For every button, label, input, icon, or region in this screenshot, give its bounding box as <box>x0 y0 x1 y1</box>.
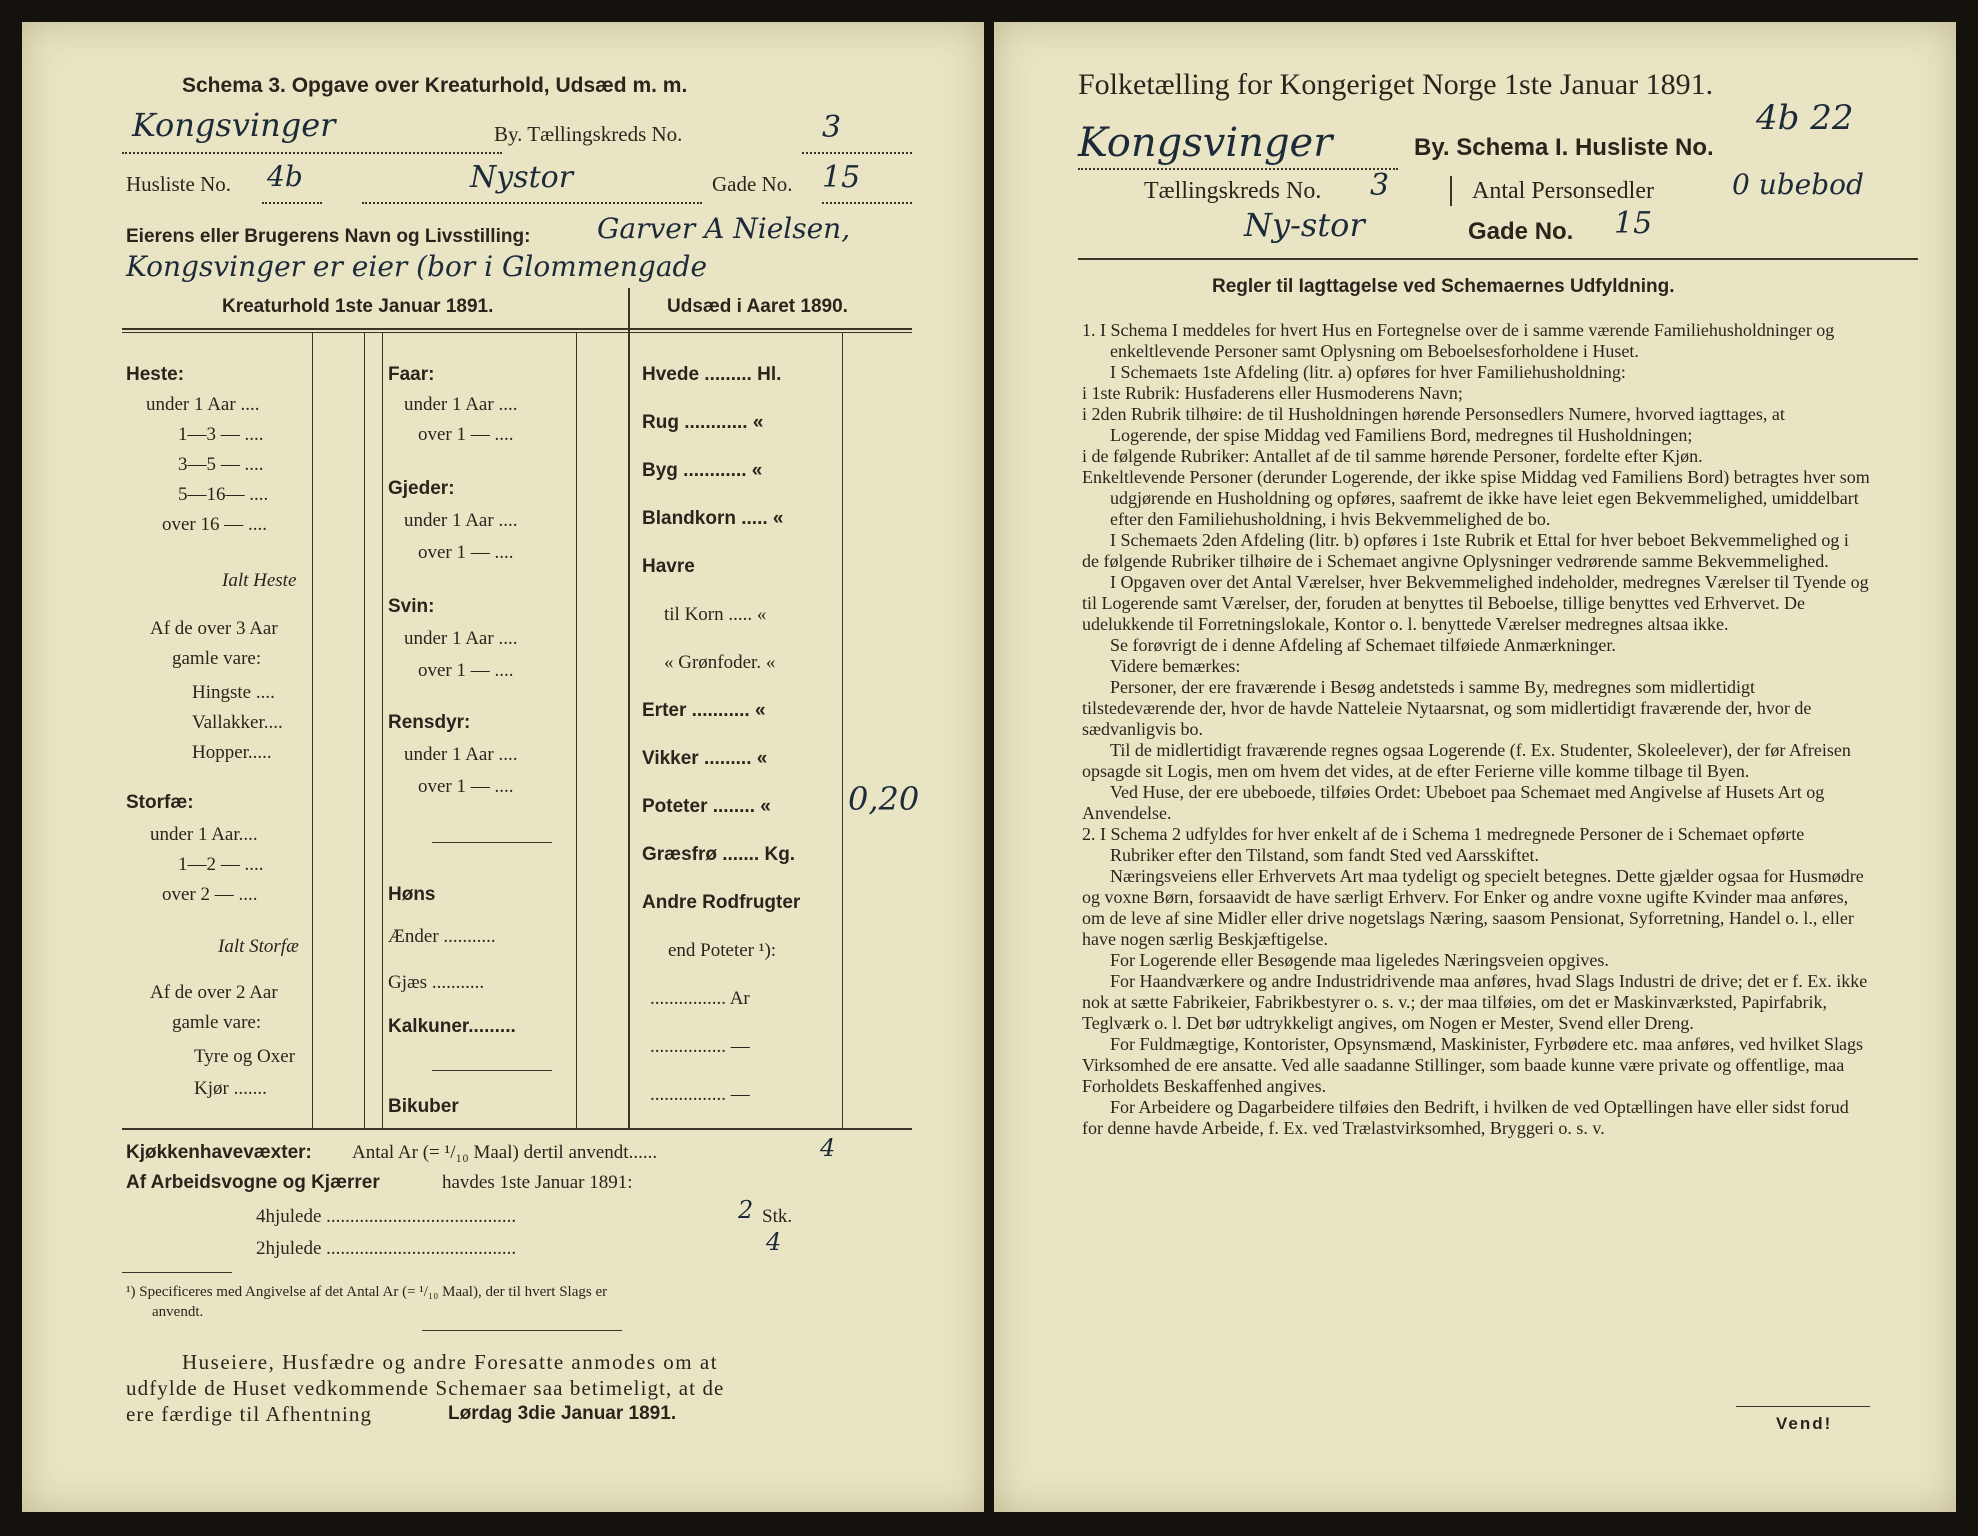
rule-paragraph: For Fuldmægtige, Kontorister, Opsynsmænd, Maskinister, Fyrbødere etc. maa anføres, ved hvilket Slags Virksomhed de ere ansatte. Ved alle saadanne Stillinger, som baade kunne være private og offentlige, maa Forholdets Beskaffenhed angives. <box>1082 1034 1863 1096</box>
left-gade-handwriting: Nystor <box>470 160 574 195</box>
right-schema-label: By. Schema I. Husliste No. <box>1414 134 1714 161</box>
col3-label: Græsfrø ....... Kg. <box>642 844 796 865</box>
col1-label: Hingste .... <box>192 682 275 703</box>
col1-label: 1—3 — .... <box>178 424 264 445</box>
col3-label: til Korn ..... « <box>664 604 767 625</box>
arbeid-text: havdes 1ste Januar 1891: <box>442 1172 633 1193</box>
right-antal-label: Antal Personsedler <box>1472 178 1654 204</box>
poteter-handwriting: 0,20 <box>848 780 920 818</box>
kjokken-text: Antal Ar (= ¹/₁₀ Maal) dertil anvendt...... <box>352 1142 658 1163</box>
right-gade-handwriting: Ny-stor <box>1244 206 1365 244</box>
rule-paragraph: For Arbeidere og Dagarbeidere tilføies den Bedrift, i hvilken de ved Optællingen have eller sidst forud for denne havde Arbeide, f. Ex. ved Trælastvirksomhed, Bryggeri o. s. v. <box>1082 1097 1849 1138</box>
footnote-line-2: anvendt. <box>152 1304 204 1320</box>
right-kreds-handwriting: 3 <box>1370 168 1390 203</box>
left-gade-no-handwriting: 15 <box>822 160 861 195</box>
right-title: Folketælling for Kongeriget Norge 1ste Januar 1891. <box>1078 68 1714 101</box>
col3-label: Erter ........... « <box>642 700 766 721</box>
col2-label: over 1 — .... <box>418 776 514 797</box>
col2-label: under 1 Aar .... <box>404 628 518 649</box>
right-gade-label: Gade No. <box>1468 218 1574 245</box>
arbeid-label: Af Arbeidsvogne og Kjærrer <box>126 1172 380 1193</box>
col3-label: Poteter ........ « <box>642 796 771 817</box>
col2-label: under 1 Aar .... <box>404 394 518 415</box>
col2-label: Gjæs ........... <box>388 972 485 993</box>
col1-label: gamle vare: <box>172 648 262 669</box>
footnote-line-1: ¹) Specificeres med Angivelse af det Antal Ar (= ¹/₁₀ Maal), der til hvert Slags er <box>126 1284 608 1300</box>
col1-label: 5—16— .... <box>178 484 269 505</box>
left-kreds-handwriting: 3 <box>822 110 842 145</box>
rule-paragraph: i 2den Rubrik tilhøire: de til Husholdningen hørende Personsedlers Numere, hvorved iagttages, at Logerende, der spise Middag ved Familiens Bord, medregnes til Husholdningen; <box>1082 404 1785 445</box>
rule-paragraph: Se forøvrigt de i denne Afdeling af Schemaet tilføiede Anmærkninger. <box>1110 635 1616 655</box>
owner-label: Eierens eller Brugerens Navn og Livsstilling: <box>126 226 531 247</box>
col2-label: under 1 Aar .... <box>404 744 518 765</box>
col3-label: Blandkorn ..... « <box>642 508 784 529</box>
col2-label: over 1 — .... <box>418 424 514 445</box>
right-title-handwriting: 4b 22 <box>1756 98 1854 138</box>
col1-label: Af de over 3 Aar <box>150 618 278 639</box>
col2-label: Gjeder: <box>388 478 455 499</box>
owner-handwriting-1: Garver A Nielsen, <box>597 212 851 245</box>
rule-paragraph: Personer, der ere fraværende i Besøg andetsteds i samme By, medregnes som midlertidigt tilstedeværende der, hvor de havde Natteleie Nytaarsnat, og som midlertidigt fraværende der, hvor de sædvanligvis bo. <box>1082 677 1812 739</box>
col1-label: under 1 Aar.... <box>150 824 258 845</box>
rule-paragraph: I Schemaets 1ste Afdeling (litr. a) opføres for hver Familiehusholdning: <box>1110 362 1626 382</box>
col2-label: Svin: <box>388 596 435 617</box>
col2-label: Rensdyr: <box>388 712 471 733</box>
left-husliste-handwriting: 4b <box>267 160 303 193</box>
col1-label: over 2 — .... <box>162 884 258 905</box>
rule-paragraph: For Haandværkere og andre Industridrivende maa anføres, hvad Slags Industri de drive; det er f. Ex. ikke nok at sætte Fabrikeier, Fabrikbestyrer o. s. v.; der maa tilføies, om det er Maskinværksted, Papirfabrik, Teglværk o. l. Det bør udtrykkeligt angives, om Nogen er Mester, Svend eller Dreng. <box>1082 971 1868 1033</box>
col1-label: Vallakker.... <box>192 712 283 733</box>
kreaturhold-header: Kreaturhold 1ste Januar 1891. <box>222 296 494 317</box>
rule-paragraph: Næringsveiens eller Erhvervets Art maa tydeligt og specielt betegnes. Dette gjælder ogsaa for Husmødre og voxne Børn, forsaavidt de have særligt Erhverv. For Enker og andre voxne ugifte Kvinder maa anføres, om de leve af sine Midler eller drive nogetslags Næring, saasom Pensionat, Syforretning, Handel o. l., eller have nogen særlig Beskjæftigelse. <box>1082 866 1864 949</box>
rule-paragraph: Ved Huse, der ere ubeboede, tilføies Ordet: Ubeboet paa Schemaet med Angivelse af Husets Art og Anvendelse. <box>1082 782 1825 823</box>
notice-date: Lørdag 3die Januar 1891. <box>448 1403 677 1424</box>
col3-label: Havre <box>642 556 695 577</box>
notice-line-2: udfylde de Huset vedkommende Schemaer saa betimeligt, at de <box>126 1376 725 1400</box>
col1-label: Hopper..... <box>192 742 272 763</box>
col3-label: end Poteter ¹): <box>668 940 777 961</box>
rule-paragraph: 2. I Schema 2 udfyldes for hver enkelt af de i Schema 1 medregnede Personer de i Schemaet opførte Rubriker efter den Tilstand, som fandt Sted ved Aarsskiftet. <box>1082 824 1805 865</box>
col3-label: Byg ............ « <box>642 460 763 481</box>
col3-label: Vikker ......... « <box>642 748 768 769</box>
left-page-schema-3 <box>22 22 984 1512</box>
col2-label: Bikuber <box>388 1096 459 1117</box>
col1-label: Kjør ....... <box>194 1078 267 1099</box>
kjokken-label: Kjøkkenhavevæxter: <box>126 1142 312 1163</box>
rule-paragraph: i 1ste Rubrik: Husfaderens eller Husmoderens Navn; <box>1082 383 1463 403</box>
col3-label: « Grønfoder. « <box>664 652 776 673</box>
rule-paragraph: Enkeltlevende Personer (derunder Logerende, der ikke spise Middag ved Familiens Bord) betragtes hver som udgjørende en Husholdning og opføres, saafremt de ikke have leiet egen Bekvemmelighed, umiddelbart efter den Familiehusholdning, i hvis Bekvemmelighed de bo. <box>1082 467 1870 529</box>
right-page-schema-1 <box>994 22 1956 1512</box>
right-antal-handwriting: 0 ubebod <box>1732 168 1864 201</box>
col3-label: Hvede ......... Hl. <box>642 364 782 385</box>
two-wheeled-handwriting: 4 <box>766 1228 782 1256</box>
left-by-handwriting: Kongsvinger <box>132 106 336 144</box>
left-husliste-label: Husliste No. <box>126 172 231 196</box>
right-kreds-label: Tællingskreds No. <box>1144 178 1322 204</box>
notice-line-3: ere færdige til Afhentning <box>126 1402 373 1426</box>
rules-body <box>1082 320 1870 1139</box>
col2-label: Ænder ........... <box>388 926 496 947</box>
stk-label: Stk. <box>762 1206 793 1227</box>
col2-label: Høns <box>388 884 436 905</box>
right-gade-no-handwriting: 15 <box>1614 206 1653 241</box>
four-wheeled-handwriting: 2 <box>738 1196 754 1224</box>
col1-label: Af de over 2 Aar <box>150 982 278 1003</box>
left-by-label: By. Tællingskreds No. <box>494 122 683 146</box>
notice-line-1: Huseiere, Husfædre og andre Foresatte anmodes om at <box>182 1350 719 1374</box>
col3-label: ................ Ar <box>650 988 750 1009</box>
col3-label: ................ — <box>650 1084 750 1105</box>
left-title: Schema 3. Opgave over Kreaturhold, Udsæd m. m. <box>182 74 688 97</box>
col2-label: Kalkuner......... <box>388 1016 516 1037</box>
col2-label: over 1 — .... <box>418 660 514 681</box>
col1-label: Storfæ: <box>126 792 194 813</box>
vend-label: Vend! <box>1776 1414 1833 1433</box>
rule-paragraph: Videre bemærkes: <box>1110 656 1241 676</box>
col1-label: Heste: <box>126 364 185 385</box>
col3-label: ................ — <box>650 1036 750 1057</box>
col3-label: Rug ............ « <box>642 412 764 433</box>
rules-title: Regler til Iagttagelse ved Schemaernes Udfyldning. <box>1212 276 1675 297</box>
left-gade-label: Gade No. <box>712 172 793 196</box>
col1-label: 1—2 — .... <box>178 854 264 875</box>
col1-label: Ialt Heste <box>222 570 297 591</box>
kjokken-handwriting: 4 <box>820 1134 836 1162</box>
col1-label: gamle vare: <box>172 1012 262 1033</box>
col1-label: 3—5 — .... <box>178 454 264 475</box>
col1-label: over 16 — .... <box>162 514 268 535</box>
rule-paragraph: Til de midlertidigt fraværende regnes ogsaa Logerende (f. Ex. Studenter, Skoleelever), der før Afreisen opsagde sit Logis, men om hvem det vides, at de efter Ferierne ville komme tilbage til Byen. <box>1082 740 1851 781</box>
col1-label: Tyre og Oxer <box>194 1046 296 1067</box>
rule-paragraph: 1. I Schema I meddeles for hvert Hus en Fortegnelse over de i samme værende Familiehusholdninger og enkeltlevende Personer samt Oplysning om Beboelsesforholdene i Huset. <box>1082 320 1835 361</box>
rule-paragraph: For Logerende eller Besøgende maa ligeledes Næringsveien opgives. <box>1110 950 1609 970</box>
owner-handwriting-2: Kongsvinger er eier (bor i Glommengade <box>126 250 708 283</box>
rule-paragraph: i de følgende Rubriker: Antallet af de til samme hørende Personer, fordelte efter Kjøn. <box>1082 446 1703 466</box>
col2-label: under 1 Aar .... <box>404 510 518 531</box>
col2-label: over 1 — .... <box>418 542 514 563</box>
right-by-handwriting: Kongsvinger <box>1078 120 1333 166</box>
col2-label: Faar: <box>388 364 435 385</box>
rule-paragraph: I Opgaven over det Antal Værelser, hver Bekvemmelighed indeholder, medregnes Værelser til Tyende og til Logerende samt Værelser, der, foruden at benyttes til Beboelse, tillige benyttes ved Erhvervet. De udelukkende til Forretningslokale, Kontor o. l. benyttede Værelser medregnes altsaa ikke. <box>1082 572 1869 634</box>
col1-label: Ialt Storfæ <box>218 936 299 957</box>
four-wheeled-label: 4hjulede ........................................ <box>256 1206 517 1227</box>
two-wheeled-label: 2hjulede ........................................ <box>256 1238 517 1259</box>
rule-paragraph: I Schemaets 2den Afdeling (litr. b) opføres i 1ste Rubrik et Ettal for hver beboet Bekvemmelighed og i de følgende Rubriker tilhøire de i Schemaet angivne Oplysninger vedrørende samme Bekvemmelighed. <box>1082 530 1849 571</box>
col3-label: Andre Rodfrugter <box>642 892 801 913</box>
udsaed-header: Udsæd i Aaret 1890. <box>667 296 848 317</box>
col1-label: under 1 Aar .... <box>146 394 260 415</box>
